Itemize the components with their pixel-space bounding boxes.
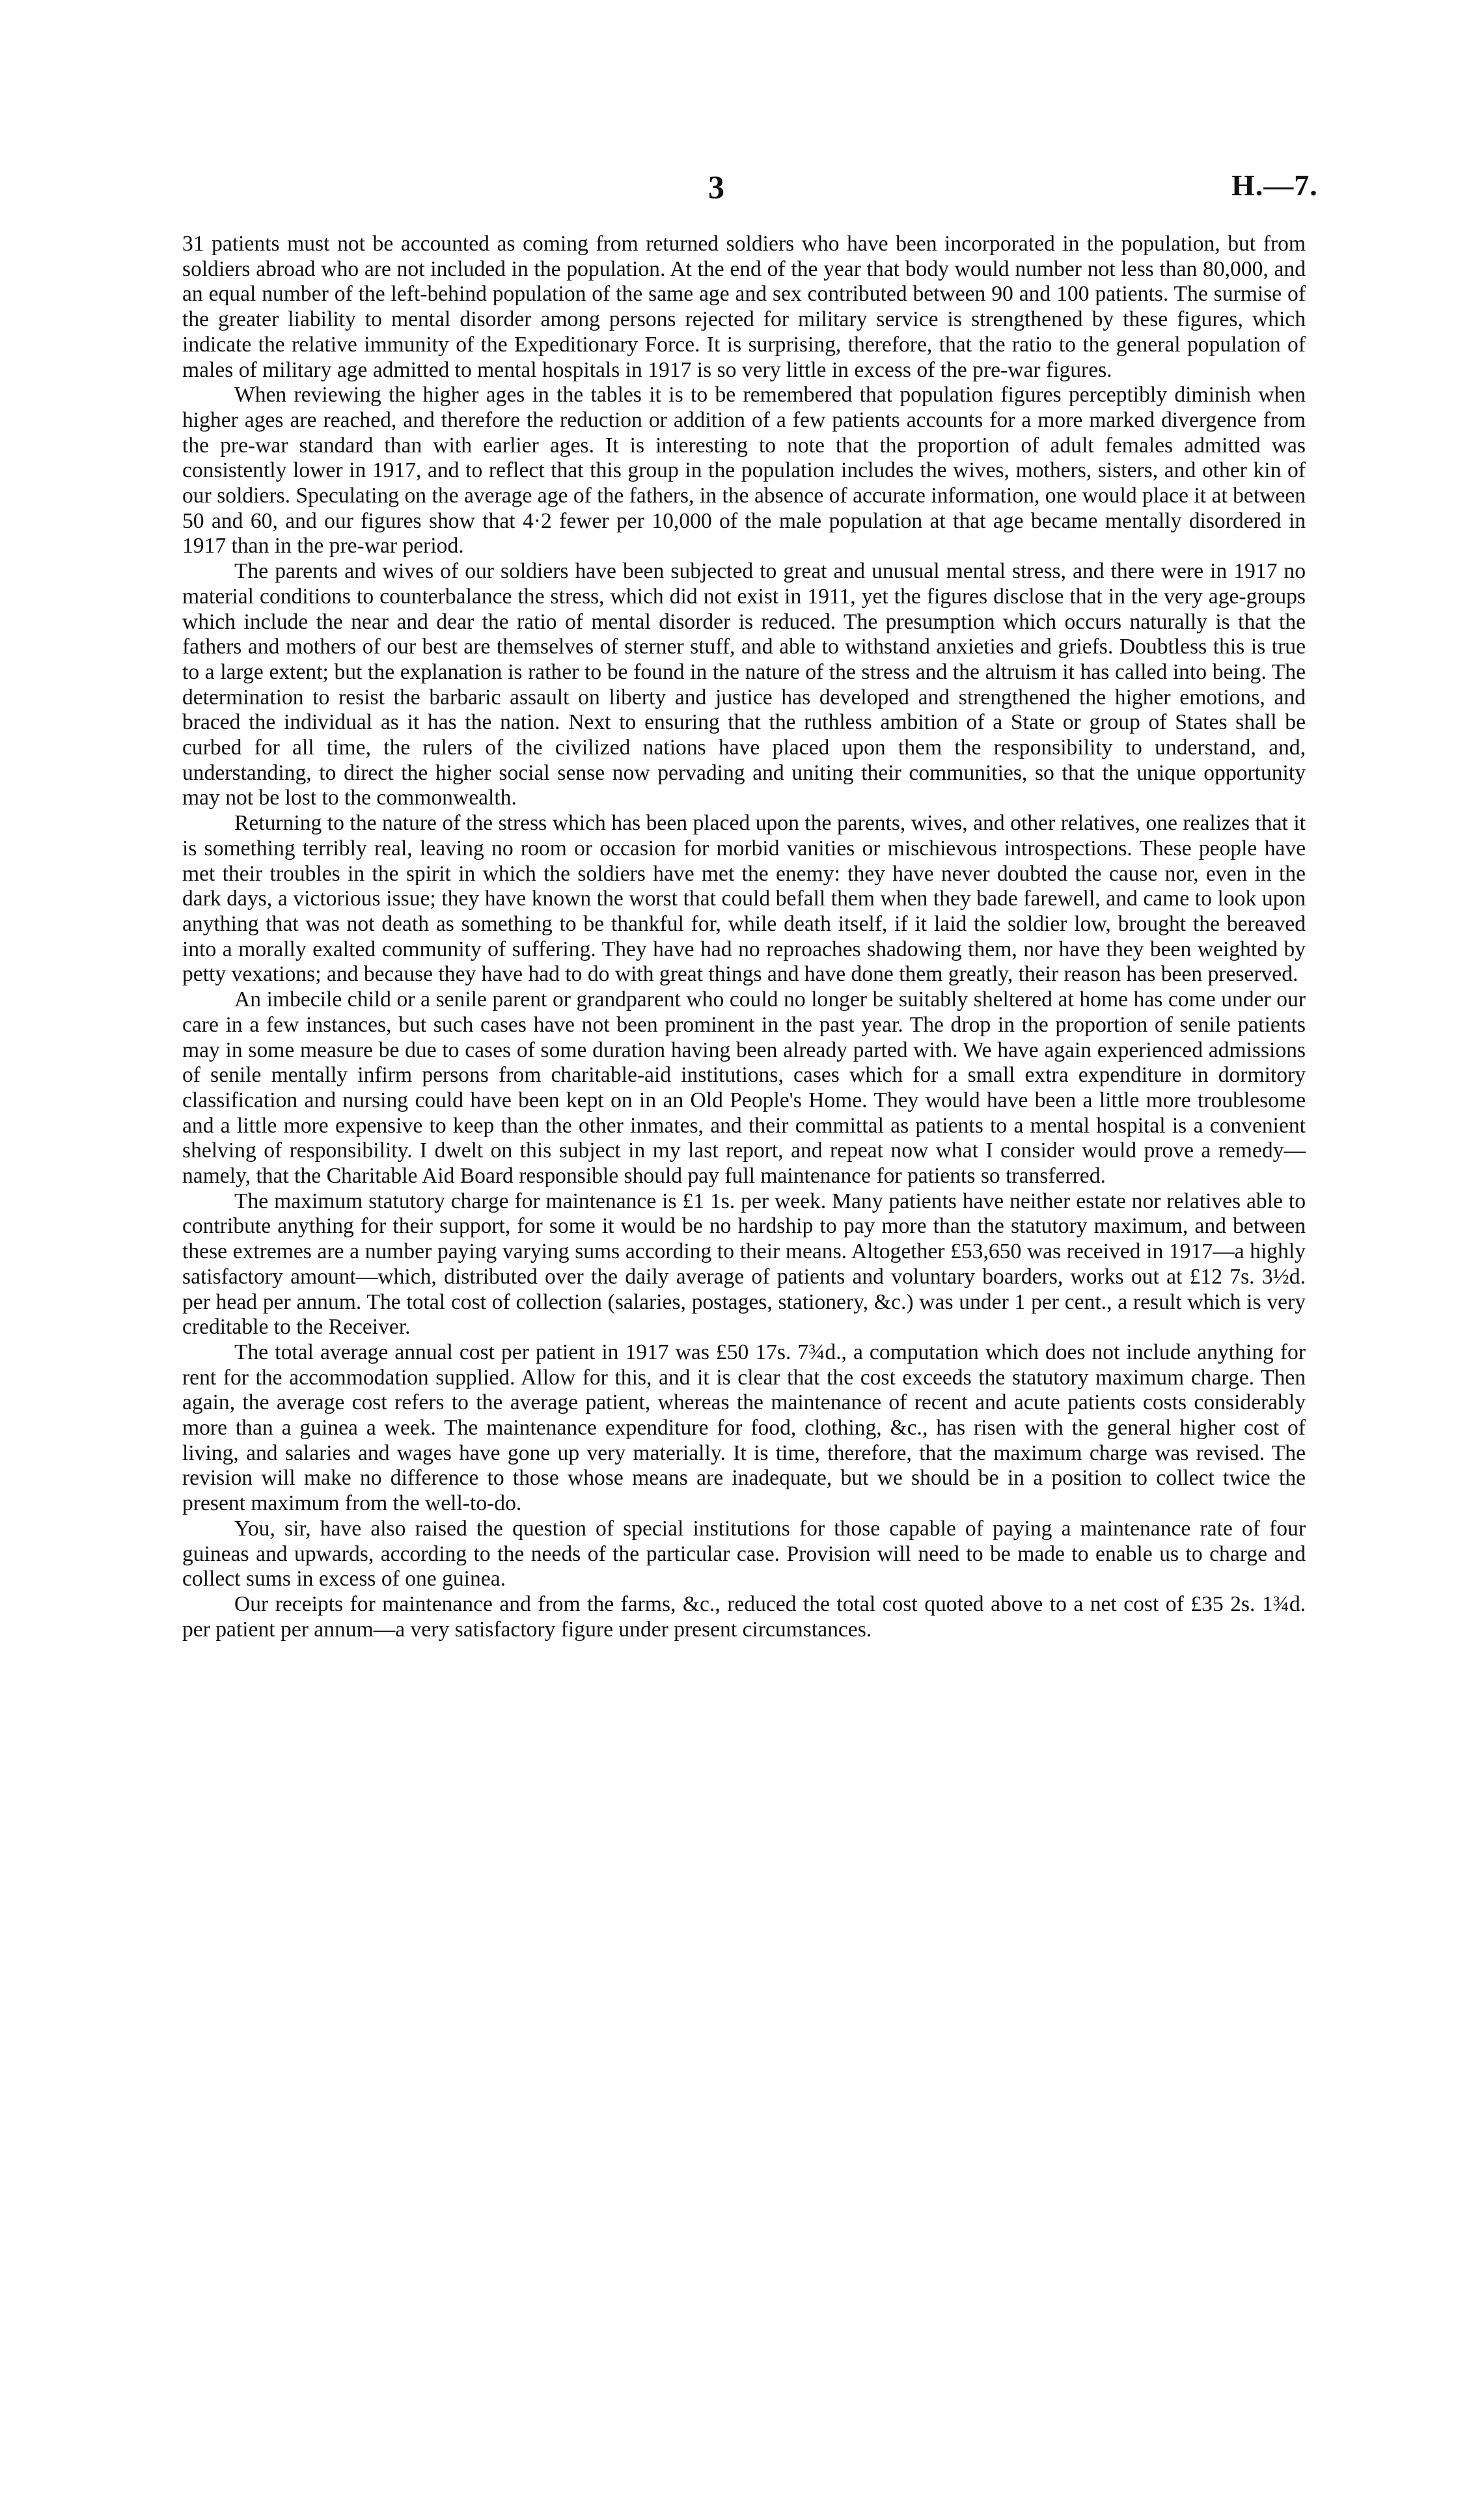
paragraph-net-cost: Our receipts for maintenance and from the farms, &c., reduced the total cost quoted above to a net cost of £35 2s. 1¾d. per patient per annum—a very satisfactory figure under present circumstances.: [182, 1591, 1306, 1642]
body-text: [182, 232, 1306, 1642]
paragraph-parents-and-wives: The parents and wives of our soldiers have been subjected to great and unusual mental stress, and there were in 1917 no material conditions to counterbalance the stress, which did not exist in 1911, yet the figures disclose that in the very age-groups which include the near and dear the ratio of mental disorder is reduced. The presumption which occurs naturally is that the fathers and mothers of our best are themselves of sterner stuff, and able to withstand anxieties and griefs. Doubtless this is true to a large extent; but the explanation is rather to be found in the nature of the stress and the altruism it has called into being. The determination to resist the barbaric assault on liberty and justice has developed and strengthened the higher emotions, and braced the individual as it has the nation. Next to ensuring that the ruthless ambition of a State or group of States shall be curbed for all time, the rulers of the civilized nations have placed upon them the responsibility to understand, and, understanding, to direct the higher social sense now pervading and uniting their communities, so that the unique opportunity may not be lost to the commonwealth.: [182, 559, 1306, 810]
paragraph-average-cost: The total average annual cost per patient in 1917 was £50 17s. 7¾d., a computation which does not include anything for rent for the accommodation supplied. Allow for this, and it is clear that the cost exceeds the statutory maximum charge. Then again, the average cost refers to the average patient, whereas the maintenance of recent and acute patients costs considerably more than a guinea a week. The maintenance expenditure for food, clothing, &c., has risen with the general higher cost of living, and salaries and wages have gone up very materially. It is time, therefore, that the maximum charge was revised. The revision will make no difference to those whose means are inadequate, but we should be in a position to collect twice the present maximum from the well-to-do.: [182, 1340, 1306, 1516]
page-number: 3: [708, 169, 724, 205]
paragraph-imbecile-senile: An imbecile child or a senile parent or grandparent who could no longer be suitably sheltered at home has come under our care in a few instances, but such cases have not been prominent in the past year. The drop in the proportion of senile patients may in some measure be due to cases of some duration having been already parted with. We have again experienced admissions of senile mentally infirm persons from charitable-aid institutions, cases which for a small extra expenditure in dormitory classification and nursing could have been kept on in an Old People's Home. They would have been a little more troublesome and a little more expensive to keep than the other inmates, and their committal as patients to a mental hospital is a convenient shelving of responsibility. I dwelt on this subject in my last report, and repeat now what I consider would prove a remedy—namely, that the Charitable Aid Board responsible should pay full maintenance for patients so transferred.: [182, 987, 1306, 1189]
paragraph-nature-of-stress: Returning to the nature of the stress which has been placed upon the parents, wives, and other relatives, one realizes that it is something terribly real, leaving no room or occasion for morbid vanities or mischievous introspections. These people have met their troubles in the spirit in which the soldiers have met the enemy: they have never doubted the cause nor, even in the dark days, a victorious issue; they have known the worst that could befall them when they bade farewell, and came to look upon anything that was not death as something to be thankful for, while death itself, if it laid the soldier low, brought the bereaved into a morally exalted community of suffering. They have had no reproaches shadowing them, nor have they been weighted by petty vexations; and because they have had to do with great things and have done them greatly, their reason has been preserved.: [182, 811, 1306, 987]
paragraph-soldiers-abroad: 31 patients must not be accounted as coming from returned soldiers who have been incorporated in the population, but from soldiers abroad who are not included in the population. At the end of the year that body would number not less than 80,000, and an equal number of the left-behind population of the same age and sex contributed between 90 and 100 patients. The surmise of the greater liability to mental disorder among persons rejected for military service is strengthened by these figures, which indicate the relative immunity of the Expeditionary Force. It is surprising, therefore, that the ratio to the general population of males of military age admitted to mental hospitals in 1917 is so very little in excess of the pre-war figures.: [182, 232, 1306, 382]
paragraph-maximum-charge: The maximum statutory charge for maintenance is £1 1s. per week. Many patients have neither estate nor relatives able to contribute anything for their support, for some it would be no hardship to pay more than the statutory maximum, and between these extremes are a number paying varying sums according to their means. Altogether £53,650 was received in 1917—a highly satisfactory amount—which, distributed over the daily average of patients and voluntary boarders, works out at £12 7s. 3½d. per head per annum. The total cost of collection (salaries, postages, stationery, &c.) was under 1 per cent., a result which is very creditable to the Receiver.: [182, 1189, 1306, 1340]
paragraph-special-institutions: You, sir, have also raised the question of special institutions for those capable of paying a maintenance rate of four guineas and upwards, according to the needs of the particular case. Provision will need to be made to enable us to charge and collect sums in excess of one guinea.: [182, 1516, 1306, 1591]
paragraph-higher-ages: When reviewing the higher ages in the tables it is to be remembered that population figures perceptibly diminish when higher ages are reached, and therefore the reduction or addition of a few patients accounts for a more marked divergence from the pre-war standard than with earlier ages. It is interesting to note that the proportion of adult females admitted was consistently lower in 1917, and to reflect that this group in the population includes the wives, mothers, sisters, and other kin of our soldiers. Speculating on the average age of the fathers, in the absence of accurate information, one would place it at between 50 and 60, and our figures show that 4·2 fewer per 10,000 of the male population at that age became mentally disordered in 1917 than in the pre-war period.: [182, 383, 1306, 558]
document-reference: H.—7.: [1231, 169, 1318, 202]
